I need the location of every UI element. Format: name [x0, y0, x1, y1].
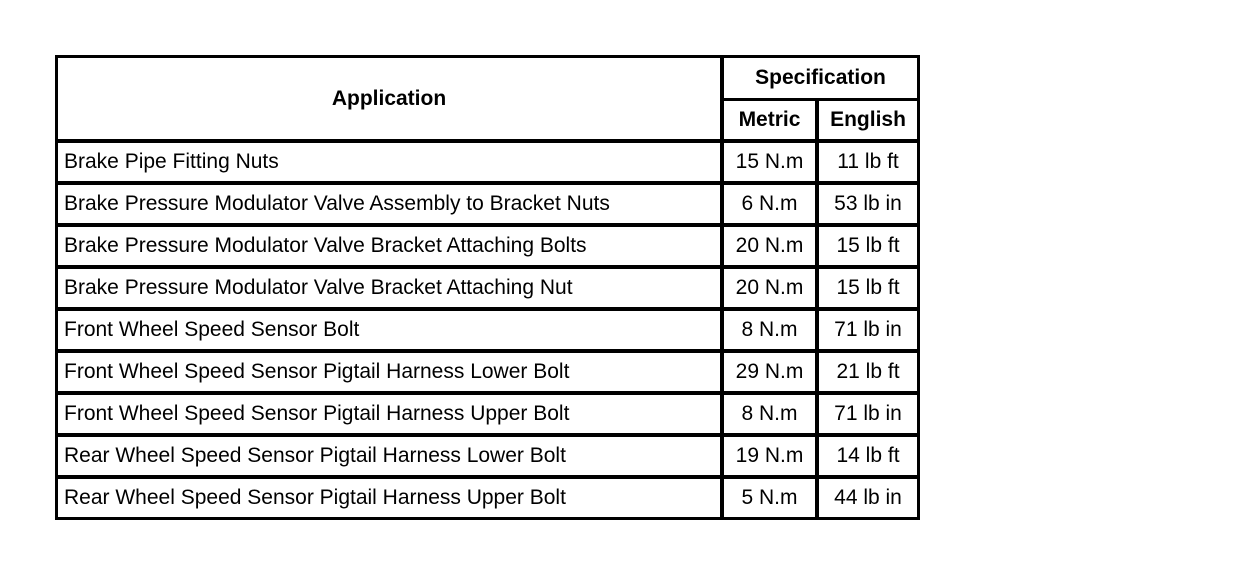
metric-cell: 29 N.m — [724, 353, 819, 395]
application-cell: Rear Wheel Speed Sensor Pigtail Harness Lower Bolt — [58, 437, 724, 479]
metric-cell: 8 N.m — [724, 311, 819, 353]
table-row — [58, 437, 917, 479]
application-cell: Brake Pressure Modulator Valve Assembly to Bracket Nuts — [58, 185, 724, 227]
english-cell: 71 lb in — [819, 395, 917, 437]
application-cell: Brake Pressure Modulator Valve Bracket Attaching Nut — [58, 269, 724, 311]
metric-cell: 8 N.m — [724, 395, 819, 437]
metric-cell: 20 N.m — [724, 227, 819, 269]
table-row — [58, 185, 917, 227]
specification-column-header: Specification — [724, 58, 917, 101]
table-row — [58, 143, 917, 185]
application-cell: Rear Wheel Speed Sensor Pigtail Harness Upper Bolt — [58, 479, 724, 517]
application-cell: Brake Pipe Fitting Nuts — [58, 143, 724, 185]
table-row — [58, 353, 917, 395]
application-cell: Front Wheel Speed Sensor Pigtail Harness Upper Bolt — [58, 395, 724, 437]
table-header — [58, 58, 917, 143]
application-column-header: Application — [58, 58, 724, 143]
metric-cell: 19 N.m — [724, 437, 819, 479]
table-row — [58, 311, 917, 353]
english-cell: 14 lb ft — [819, 437, 917, 479]
table-row — [58, 269, 917, 311]
table-row — [58, 395, 917, 437]
metric-cell: 15 N.m — [724, 143, 819, 185]
metric-cell: 5 N.m — [724, 479, 819, 517]
table-row — [58, 479, 917, 517]
metric-cell: 6 N.m — [724, 185, 819, 227]
english-cell: 21 lb ft — [819, 353, 917, 395]
application-cell: Brake Pressure Modulator Valve Bracket Attaching Bolts — [58, 227, 724, 269]
metric-column-header: Metric — [724, 101, 819, 143]
application-cell: Front Wheel Speed Sensor Bolt — [58, 311, 724, 353]
table-body — [58, 143, 917, 517]
metric-cell: 20 N.m — [724, 269, 819, 311]
header-row-top — [58, 58, 917, 101]
application-cell: Front Wheel Speed Sensor Pigtail Harness Lower Bolt — [58, 353, 724, 395]
english-cell: 44 lb in — [834, 486, 902, 509]
english-column-header: English — [819, 101, 917, 143]
fastener-spec-table — [55, 55, 920, 520]
english-cell: 53 lb in — [819, 185, 917, 227]
english-cell: 71 lb in — [819, 311, 917, 353]
english-cell: 15 lb ft — [819, 227, 917, 269]
english-cell: 15 lb ft — [819, 269, 917, 311]
table-row — [58, 227, 917, 269]
english-cell: 11 lb ft — [819, 143, 917, 185]
